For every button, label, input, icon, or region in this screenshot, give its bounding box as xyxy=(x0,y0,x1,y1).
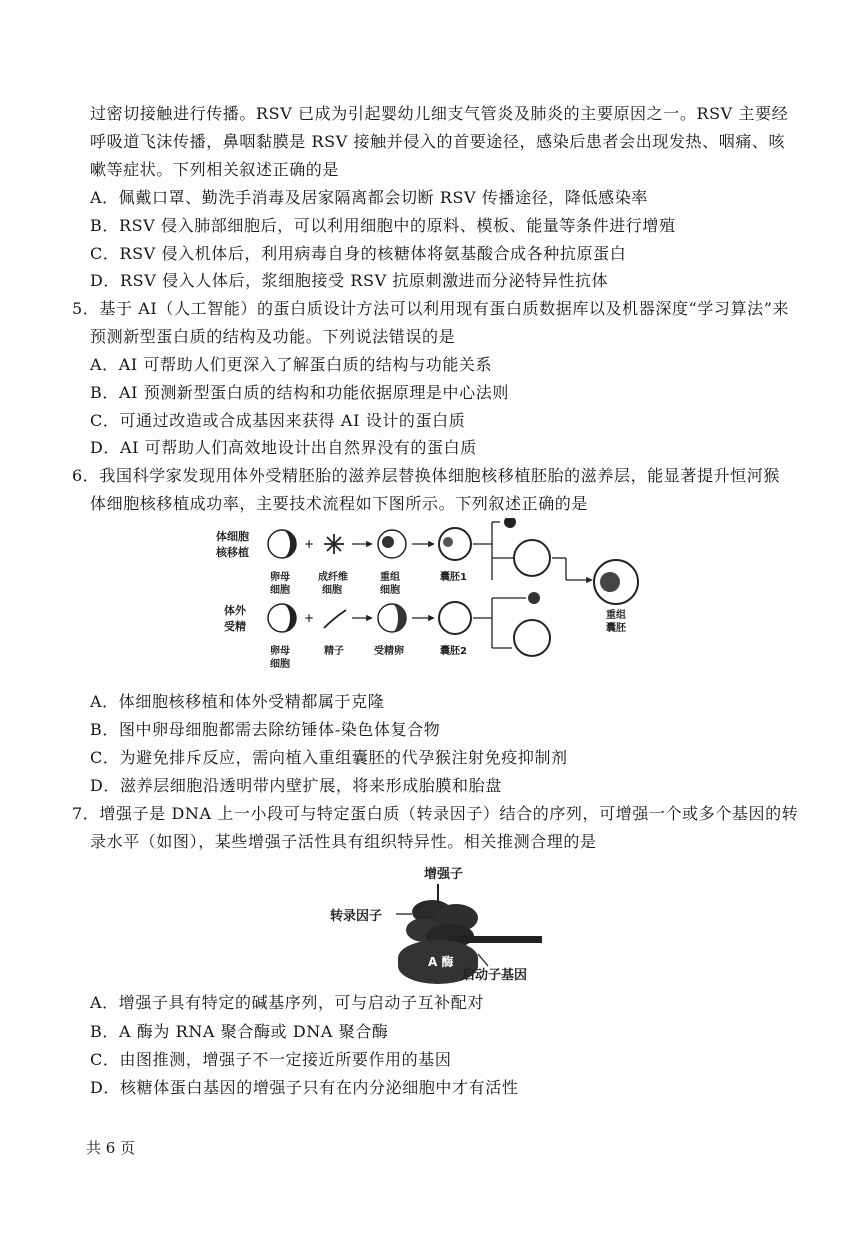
row2-cell-oocyte-l1: 卵母 xyxy=(270,646,290,657)
dna-strand xyxy=(448,936,542,943)
q7-option-b: B．A 酶为 RNA 聚合酶或 DNA 聚合酶 xyxy=(90,1022,389,1041)
sperm-icon xyxy=(324,610,346,628)
result-label-l2: 囊胚 xyxy=(606,623,626,634)
q6-stem-line-2: 体细胞核移植成功率，主要技术流程如下图所示。下列叙述正确的是 xyxy=(90,494,589,513)
q6-flow-diagram xyxy=(212,518,672,686)
q4-option-c: C．RSV 侵入机体后，利用病毒自身的核糖体将氨基酸合成各种抗原蛋白 xyxy=(90,244,627,263)
q6-stem-line-1: 6．我国科学家发现用体外受精胚胎的滋养层替换体细胞核移植胚胎的滋养层，能显著提升恒河猴 xyxy=(72,466,780,485)
row1-cell-oocyte-l1: 卵母 xyxy=(270,572,290,583)
row1-cell-blast1: 囊胚1 xyxy=(440,572,467,583)
fibroblast-icon xyxy=(324,534,344,554)
row2-cell-blast2: 囊胚2 xyxy=(440,646,467,657)
trophoblast-1 xyxy=(514,540,550,576)
q4-option-a: A．佩戴口罩、勤洗手消毒及居家隔离都会切断 RSV 传播途径，降低感染率 xyxy=(90,188,648,207)
q6-option-a: A．体细胞核移植和体外受精都属于克隆 xyxy=(90,692,385,711)
q7-option-a: A．增强子具有特定的碱基序列，可与启动子互补配对 xyxy=(90,993,484,1012)
enzyme-label: A 酶 xyxy=(428,955,454,969)
q4-stem-line-3: 嗽等症状。下列相关叙述正确的是 xyxy=(90,160,340,179)
q4-stem-line-2: 呼吸道飞沫传播，鼻咽黏膜是 RSV 接触并侵入的首要途径，感染后患者会出现发热、咽痛、咳 xyxy=(90,132,786,151)
row2-cell-zygote: 受精卵 xyxy=(374,646,404,657)
q5-option-d: D．AI 可帮助人们高效地设计出自然界没有的蛋白质 xyxy=(90,438,477,457)
row1-label-line2: 核移植 xyxy=(216,546,249,559)
q7-option-c: C．由图推测，增强子不一定接近所要作用的基因 xyxy=(90,1050,452,1069)
q5-stem-line-2: 预测新型蛋白质的结构及功能。下列说法错误的是 xyxy=(90,327,456,346)
row2-label-line2: 受精 xyxy=(224,620,246,633)
q6-option-b: B．图中卵母细胞都需去除纺锤体-染色体复合物 xyxy=(90,720,441,739)
row2-label-line1: 体外 xyxy=(224,604,246,617)
row2-cell-oocyte-l2: 细胞 xyxy=(270,659,290,670)
q5-option-a: A．AI 可帮助人们更深入了解蛋白质的结构与功能关系 xyxy=(90,355,493,374)
q7-option-d: D．核糖体蛋白基因的增强子只有在内分泌细胞中才有活性 xyxy=(90,1078,519,1097)
q5-option-c: C．可通过改造或合成基因来获得 AI 设计的蛋白质 xyxy=(90,411,466,430)
enhancer-label: 增强子 xyxy=(424,867,464,882)
q5-option-b: B．AI 预测新型蛋白质的结构和功能依据原理是中心法则 xyxy=(90,383,509,402)
blastocyst-2 xyxy=(439,602,471,634)
q7-enhancer-diagram xyxy=(328,862,558,986)
q7-stem-line-2: 录水平（如图），某些增强子活性具有组织特异性。相关推测合理的是 xyxy=(90,832,597,851)
plus-2: + xyxy=(304,611,315,625)
q4-option-b: B．RSV 侵入肺部细胞后，可以利用细胞中的原料、模板、能量等条件进行增殖 xyxy=(90,216,676,235)
row1-cell-recomb-l1: 重组 xyxy=(380,572,400,583)
q4-option-d: D．RSV 侵入人体后，浆细胞接受 RSV 抗原刺激进而分泌特异性抗体 xyxy=(90,271,609,290)
tf-label: 转录因子 xyxy=(330,909,383,924)
page-footer: 共 6 页 xyxy=(86,1139,136,1157)
row2-cell-sperm: 精子 xyxy=(324,646,344,657)
q5-stem-line-1: 5．基于 AI（人工智能）的蛋白质设计方法可以利用现有蛋白质数据库以及机器深度“学习算法”来 xyxy=(72,299,790,318)
q6-option-d: D．滋养层细胞沿透明带内壁扩展，将来形成胎膜和胎盘 xyxy=(90,776,502,795)
q4-stem-line-1: 过密切接触进行传播。RSV 已成为引起婴幼儿细支气管炎及肺炎的主要原因之一。RSV 主要经 xyxy=(90,104,789,123)
row1-label-line1: 体细胞 xyxy=(216,530,249,543)
q7-stem-line-1: 7．增强子是 DNA 上一小段可与特定蛋白质（转录因子）结合的序列，可增强一个或多个基因的转 xyxy=(72,804,799,823)
promoter-label: 启动子基因 xyxy=(462,968,528,983)
row1-cell-oocyte-l2: 细胞 xyxy=(270,585,290,596)
row1-cell-recomb-l2: 细胞 xyxy=(380,585,400,596)
icm-2 xyxy=(528,592,540,604)
row1-cell-fibro-l2: 细胞 xyxy=(322,585,342,596)
trophoblast-2 xyxy=(514,620,550,656)
result-label-l1: 重组 xyxy=(606,610,626,621)
plus-1: + xyxy=(304,537,315,551)
q6-option-c: C．为避免排斥反应，需向植入重组囊胚的代孕猴注射免疫抑制剂 xyxy=(90,748,568,767)
row1-cell-fibro-l1: 成纤维 xyxy=(318,572,348,583)
icm-1 xyxy=(504,518,516,528)
